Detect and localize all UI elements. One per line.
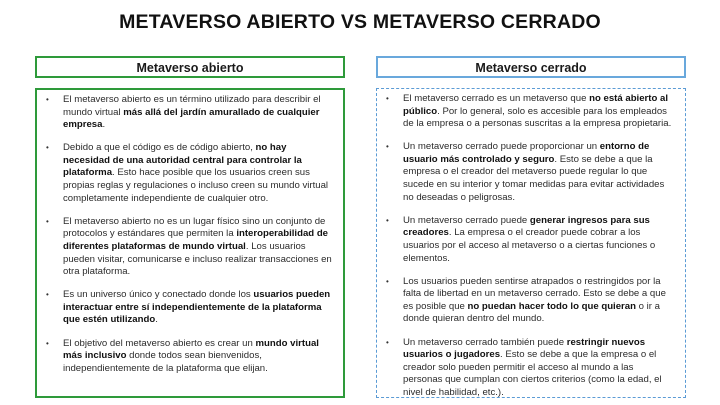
bullet-item xyxy=(45,338,333,376)
bullet-text: El metaverso abierto no es un lugar físico sino un conjunto de protocolos y estándares que permiten la xyxy=(63,215,326,240)
bullet-highlight: más allá del jardín amurallado de cualquier empresa xyxy=(63,106,320,131)
bullet-text: Un metaverso cerrado puede xyxy=(403,214,530,226)
bullet-item xyxy=(45,94,333,132)
bullet-highlight: mundo virtual más inclusivo xyxy=(63,337,319,362)
bullet-highlight: no está abierto al público xyxy=(403,93,669,117)
bullet-text: . La empresa o el creador puede cobrar a los usuarios por el acceso al metaverso o a ciertas funciones o elementos. xyxy=(403,227,656,264)
bullet-item xyxy=(45,216,333,279)
bullet-text: Un metaverso cerrado también puede xyxy=(403,336,567,348)
bullet-item xyxy=(45,142,333,205)
bullet-text: . Esto hace posible que los usuarios creen sus propias reglas y regulaciones o incluso creen su mundo virtual completamente independiente de cualquier otro. xyxy=(63,167,329,204)
open-bullet-list xyxy=(45,94,333,375)
bullet-text: Es un universo único y conectado donde los xyxy=(63,289,254,301)
bullet-text: . xyxy=(155,314,158,326)
bullet-text: . Los usuarios pueden visitar, comunicarse e incluso realizar transacciones en otra plataforma. xyxy=(63,240,332,278)
bullet-highlight: usuarios pueden interactuar entre sí independientemente de la plataforma que estén utilizando xyxy=(63,289,331,326)
bullet-text: . Esto se debe a que la empresa o el creador solo pueden permitir el acceso al mundo a las personas que cumplan con ciertos criterios (como la edad, el nivel de habilidad, etc.). xyxy=(403,349,662,398)
bullet-highlight: no hay necesidad de una autoridad central para controlar la plataforma xyxy=(63,142,302,179)
bullet-text: El metaverso abierto es un término utilizado para describir el mundo virtual xyxy=(63,94,321,118)
open-metaverse-header: Metaverso abierto xyxy=(35,56,345,78)
page-title: METAVERSO ABIERTO VS METAVERSO CERRADO xyxy=(119,11,601,33)
bullet-text: Debido a que el código es de código abierto, xyxy=(63,142,256,154)
bullet-text: El metaverso cerrado es un metaverso que xyxy=(403,93,590,104)
bullet-text: . xyxy=(102,119,106,131)
bullet-text: donde todos sean bienvenidos, independientemente de la plataforma que elijan. xyxy=(63,350,268,374)
bullet-highlight: restringir nuevos usuarios o jugadores xyxy=(403,336,646,361)
bullet-highlight: entorno de usuario más controlado y seguro xyxy=(403,141,650,165)
bullet-item xyxy=(385,215,675,265)
bullet-text: o ir a donde quieran dentro del mundo. xyxy=(403,300,660,325)
bullet-text: . Por lo general, solo es accesible para los empleados de la empresa o a personas suscritas a la empresa propietaria. xyxy=(403,105,672,130)
bullet-item xyxy=(385,93,675,131)
bullet-text: Los usuarios pueden sentirse atrapados o restringidos por la falta de libertad en un metaverso cerrado. Esto se debe a que es posible que xyxy=(403,275,666,312)
closed-bullet-list xyxy=(385,93,675,399)
bullet-text: . Esto se debe a que la empresa o el creador del metaverso puede regular lo que sucede en su interior y tomar medidas para evitar actividades no deseadas o peligrosas. xyxy=(403,153,665,203)
bullet-highlight: interoperabilidad de diferentes plataformas de mundo virtual xyxy=(63,228,329,252)
bullet-highlight: generar ingresos para sus creadores xyxy=(403,214,650,239)
bullet-item xyxy=(385,337,675,400)
bullet-item xyxy=(385,141,675,204)
open-metaverse-panel xyxy=(35,88,345,398)
closed-metaverse-header: Metaverso cerrado xyxy=(376,56,686,78)
bullet-item xyxy=(385,276,675,326)
bullet-item xyxy=(45,289,333,327)
bullet-text: Un metaverso cerrado puede proporcionar un xyxy=(403,141,600,153)
bullet-highlight: no puedan hacer todo lo que quieran xyxy=(467,300,636,312)
closed-metaverse-panel xyxy=(376,88,686,398)
bullet-text: El objetivo del metaverso abierto es crear un xyxy=(63,337,256,349)
